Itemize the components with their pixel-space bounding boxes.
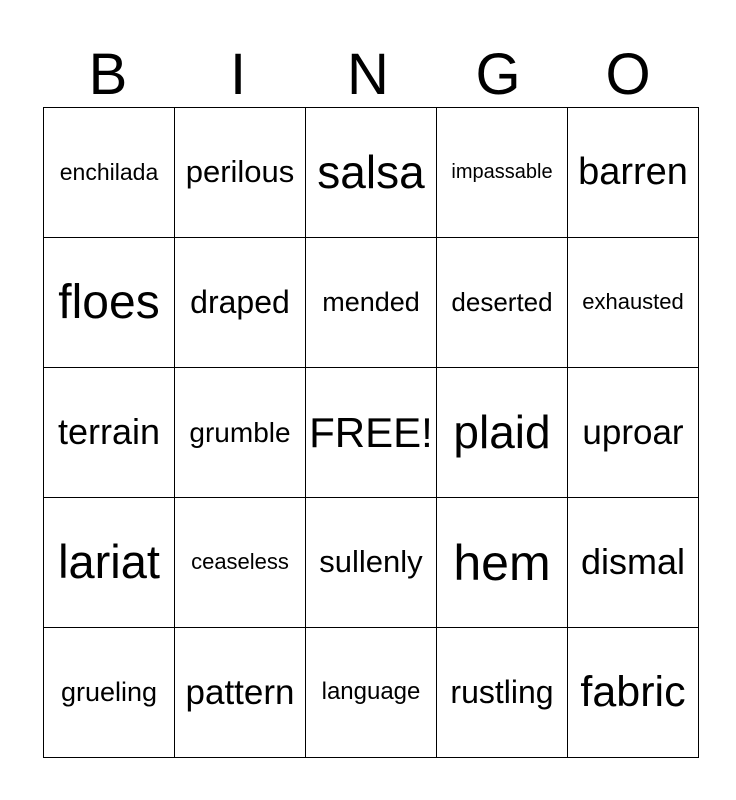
bingo-cell: perilous — [175, 108, 306, 238]
header-letter-i: I — [229, 42, 247, 107]
bingo-grid — [43, 107, 699, 758]
header-letter-b: B — [88, 42, 128, 107]
bingo-cell: sullenly — [306, 498, 437, 628]
bingo-cell: deserted — [437, 238, 568, 368]
free-cell: FREE! — [306, 368, 437, 498]
bingo-cell: floes — [44, 238, 175, 368]
bingo-cell: draped — [175, 238, 306, 368]
bingo-cell: barren — [568, 108, 699, 238]
bingo-cell: exhausted — [568, 238, 699, 368]
grid-row — [44, 498, 699, 628]
bingo-cell: rustling — [437, 628, 568, 758]
bingo-header — [43, 42, 693, 108]
bingo-cell: enchilada — [44, 108, 175, 238]
header-letter-n: N — [347, 42, 389, 107]
grid-row — [44, 238, 699, 368]
grid-row — [44, 368, 699, 498]
bingo-cell: terrain — [44, 368, 175, 498]
header-letter-o: O — [605, 42, 651, 107]
bingo-cell: grueling — [44, 628, 175, 758]
bingo-cell: lariat — [44, 498, 175, 628]
bingo-cell: mended — [306, 238, 437, 368]
bingo-cell: plaid — [437, 368, 568, 498]
bingo-cell: fabric — [568, 628, 699, 758]
bingo-cell: pattern — [175, 628, 306, 758]
bingo-cell: grumble — [175, 368, 306, 498]
grid-row — [44, 628, 699, 758]
bingo-cell: impassable — [437, 108, 568, 238]
grid-row — [44, 108, 699, 238]
bingo-cell: hem — [437, 498, 568, 628]
bingo-cell: uproar — [568, 368, 699, 498]
bingo-cell: ceaseless — [175, 498, 306, 628]
bingo-cell: dismal — [568, 498, 699, 628]
bingo-cell: language — [306, 628, 437, 758]
bingo-cell: salsa — [306, 108, 437, 238]
header-letter-g: G — [475, 42, 521, 107]
